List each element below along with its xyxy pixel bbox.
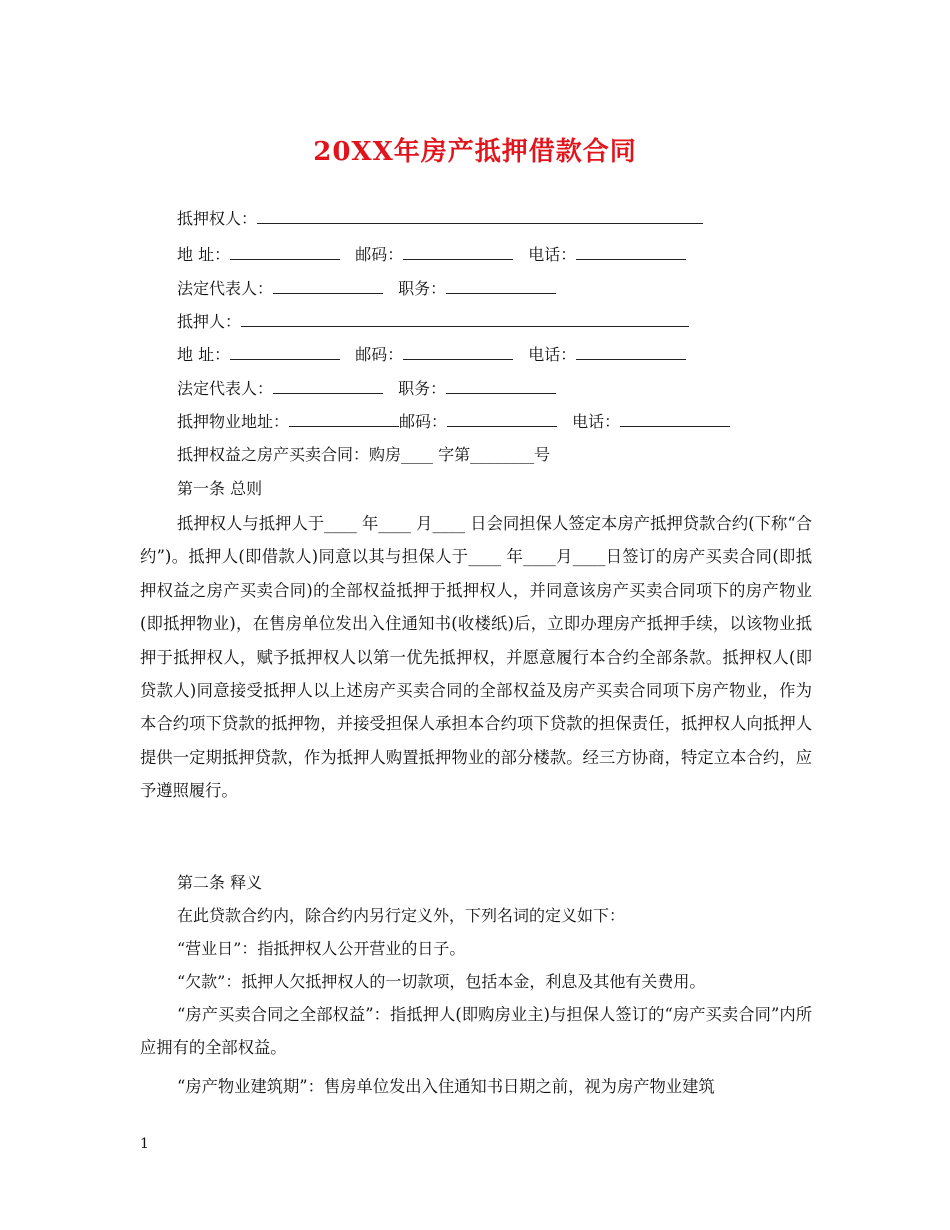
contract-ref-line: 抵押权益之房产买卖合同：购房____ 字第________号 xyxy=(177,445,551,464)
section2-heading: 第二条 释义 xyxy=(177,873,263,892)
phone-label: 电话： xyxy=(528,345,577,364)
section1-body: 抵押权人与抵押人于____ 年____ 月____ 日会同担保人签定本房产抵押贷款合约(下称“合约”)。抵押人(即借款人)同意以其与担保人于____ 年____月____日签订的房产买卖合同(即抵押权益之房产买卖合同)的全部权益抵押于抵押权人，并同意该房产买卖合同项下的房产物业(即抵押物业)，在售房单位发出入住通知书(收楼纸)后，立即办理房产抵押手续，以该物业抵押于抵押权人，赋予抵押权人以第一优先抵押权，并愿意履行本合约全部条款。抵押权人(即贷款人)同意接受抵押人以上述房产买卖合同的全部权益及房产买卖合同项下房产物业，作为本合约项下贷款的抵押物，并接受担保人承担本合约项下贷款的担保责任，抵押权人向抵押人提供一定期抵押贷款，作为抵押人购置抵押物业的部分楼款。经三方协商，特定立本合约，应予遵照履行。 xyxy=(140,514,812,801)
legal-rep-blank xyxy=(273,377,383,394)
mortgagor-label: 抵押人： xyxy=(177,312,242,331)
phone-label: 电话： xyxy=(572,412,621,431)
postcode-label: 邮码： xyxy=(355,245,404,264)
definition-contract-rights: “房产买卖合同之全部权益”：指抵押人(即购房业主)与担保人签订的“房产买卖合同”内所应拥有的全部权益。 xyxy=(140,1005,812,1058)
phone-label: 电话： xyxy=(528,245,577,264)
mortgagor-address-line xyxy=(177,343,686,366)
legal-rep-label: 法定代表人： xyxy=(177,379,274,398)
address-blank xyxy=(230,243,340,260)
mortgagee-rep-line xyxy=(177,277,556,300)
property-address-label: 抵押物业地址： xyxy=(177,412,290,431)
position-blank xyxy=(446,277,556,294)
phone-blank xyxy=(576,343,686,360)
section1-heading: 第一条 总则 xyxy=(177,479,263,498)
address-label: 地 址： xyxy=(177,245,231,264)
address-label: 地 址： xyxy=(177,345,231,364)
property-address-line xyxy=(177,410,730,433)
position-label: 职务： xyxy=(398,379,447,398)
phone-blank xyxy=(576,243,686,260)
mortgagee-label: 抵押权人： xyxy=(177,209,258,228)
mortgagor-blank xyxy=(241,310,689,327)
postcode-blank xyxy=(447,410,557,427)
mortgagee-address-line xyxy=(177,243,686,266)
document-title: 20XX年房产抵押借款合同 xyxy=(313,137,637,167)
definition-business-day: “营业日”：指抵押权人公开营业的日子。 xyxy=(177,939,466,958)
postcode-label: 邮码： xyxy=(355,345,404,364)
phone-blank xyxy=(620,410,730,427)
position-label: 职务： xyxy=(398,279,447,298)
page-number: 1 xyxy=(140,1136,149,1152)
postcode-label: 邮码： xyxy=(399,412,448,431)
section2-intro: 在此贷款合约内，除合约内另行定义外，下列名词的定义如下： xyxy=(177,906,626,925)
legal-rep-blank xyxy=(273,277,383,294)
definition-construction-period: “房产物业建筑期”：售房单位发出入住通知书日期之前，视为房产物业建筑 xyxy=(177,1077,715,1096)
legal-rep-label: 法定代表人： xyxy=(177,279,274,298)
mortgagee-blank xyxy=(257,207,703,224)
mortgagor-rep-line xyxy=(177,377,556,400)
position-blank xyxy=(446,377,556,394)
postcode-blank xyxy=(403,343,513,360)
mortgagee-line xyxy=(177,207,703,230)
property-address-blank xyxy=(289,410,399,427)
mortgagor-line xyxy=(177,310,689,333)
address-blank xyxy=(230,343,340,360)
postcode-blank xyxy=(403,243,513,260)
definition-debt: “欠款”：抵押人欠抵押权人的一切款项，包括本金，利息及其他有关费用。 xyxy=(177,972,706,991)
